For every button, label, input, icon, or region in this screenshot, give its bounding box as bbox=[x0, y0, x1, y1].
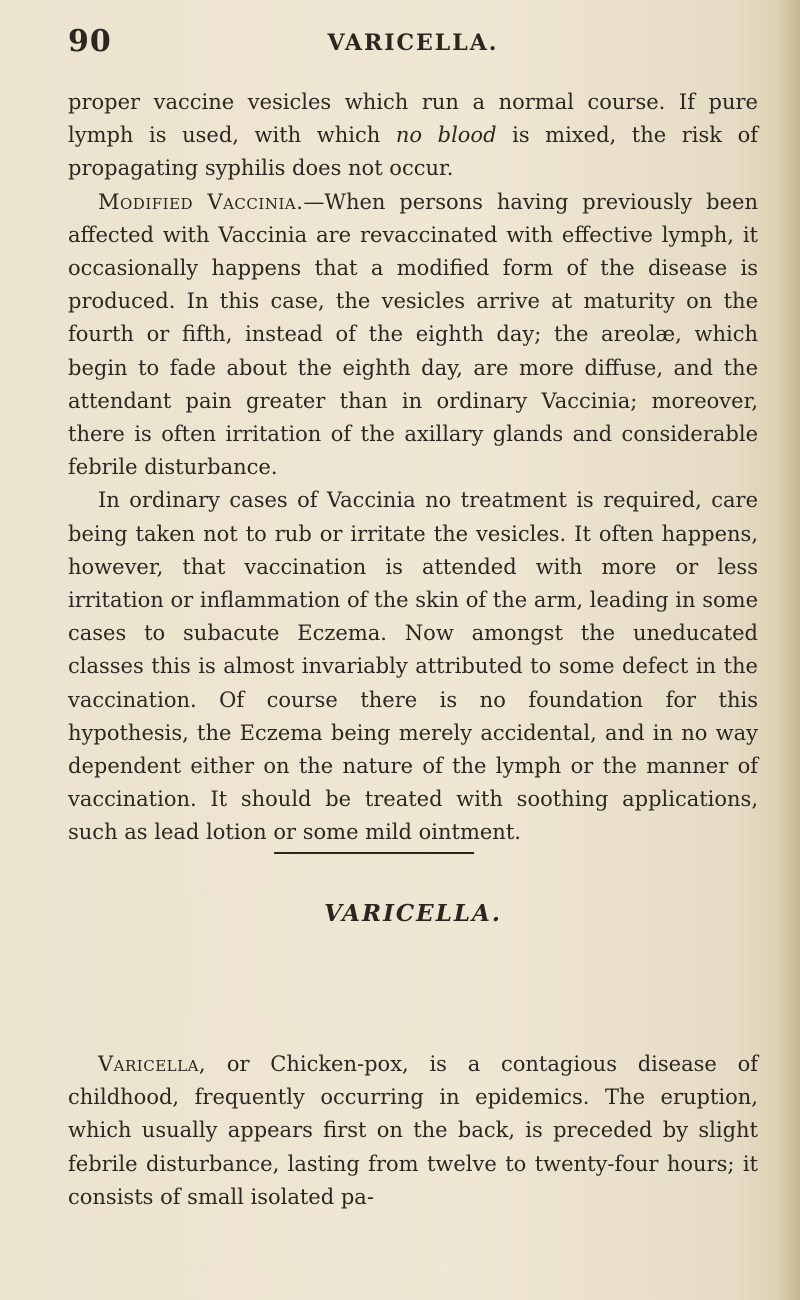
paragraph-modified-vaccinia bbox=[68, 186, 758, 485]
paragraph-treatment bbox=[68, 484, 758, 849]
section-divider bbox=[274, 852, 474, 854]
paragraph-text: or Chicken-pox, is a contagious disease of childhood, frequently occurring in epidemics. The eruption, which usually appears first on the back, is preceded by slight febrile disturbance, lasting from twelve to twenty-four hours; it consists of small isolated pa- bbox=[68, 1052, 758, 1209]
emphasis-text: no blood bbox=[395, 123, 497, 148]
page-number: 90 bbox=[68, 24, 112, 59]
running-title: VARICELLA. bbox=[327, 30, 499, 56]
text-block-varicella bbox=[68, 1048, 758, 1214]
paragraph-text: In ordinary cases of Vaccinia no treatment is required, care being taken not to rub or irritate the vesicles. It often happens, however, that vaccination is attended with more or less irritation or inflammation of the skin of the arm, leading in some cases to subacute Eczema. Now amongst the uneducated classes this is almost invariably attributed to some defect in the vaccination. Of course there is no foundation for this hypothesis, the Eczema being merely accidental, and in no way dependent either on the nature of the lymph or the manner of vaccination. It should be treated with soothing applications, such as lead lotion or some mild ointment. bbox=[68, 488, 758, 845]
section-heading: VARICELLA. bbox=[324, 900, 502, 927]
paragraph-text: proper vaccine vesicles which run a normal course. If pure lymph is used, with which bbox=[68, 90, 758, 148]
paragraph-lead: Modified Vaccinia. bbox=[98, 189, 304, 214]
paragraph-varicella bbox=[68, 1048, 758, 1214]
page-edge-shadow bbox=[778, 0, 800, 1300]
paragraph-text: —When persons having previously been affected with Vaccinia are revaccinated with effective lymph, it occasionally happens that a modified form of the disease is produced. In this case, the vesicles arrive at maturity on the fourth or fifth, instead of the eighth day; the areolæ, which begin to fade about the eighth day, are more diffuse, and the attendant pain greater than in ordinary Vaccinia; moreover, there is often irritation of the axillary glands and considerable febrile disturbance. bbox=[68, 189, 758, 480]
paragraph-text: is mixed, the risk of propagating syphilis does not occur. bbox=[68, 123, 758, 181]
text-block-vaccinia bbox=[68, 86, 758, 850]
paragraph-continued bbox=[68, 86, 758, 186]
page-header bbox=[68, 24, 758, 64]
paragraph-lead: Varicella, bbox=[98, 1052, 207, 1076]
